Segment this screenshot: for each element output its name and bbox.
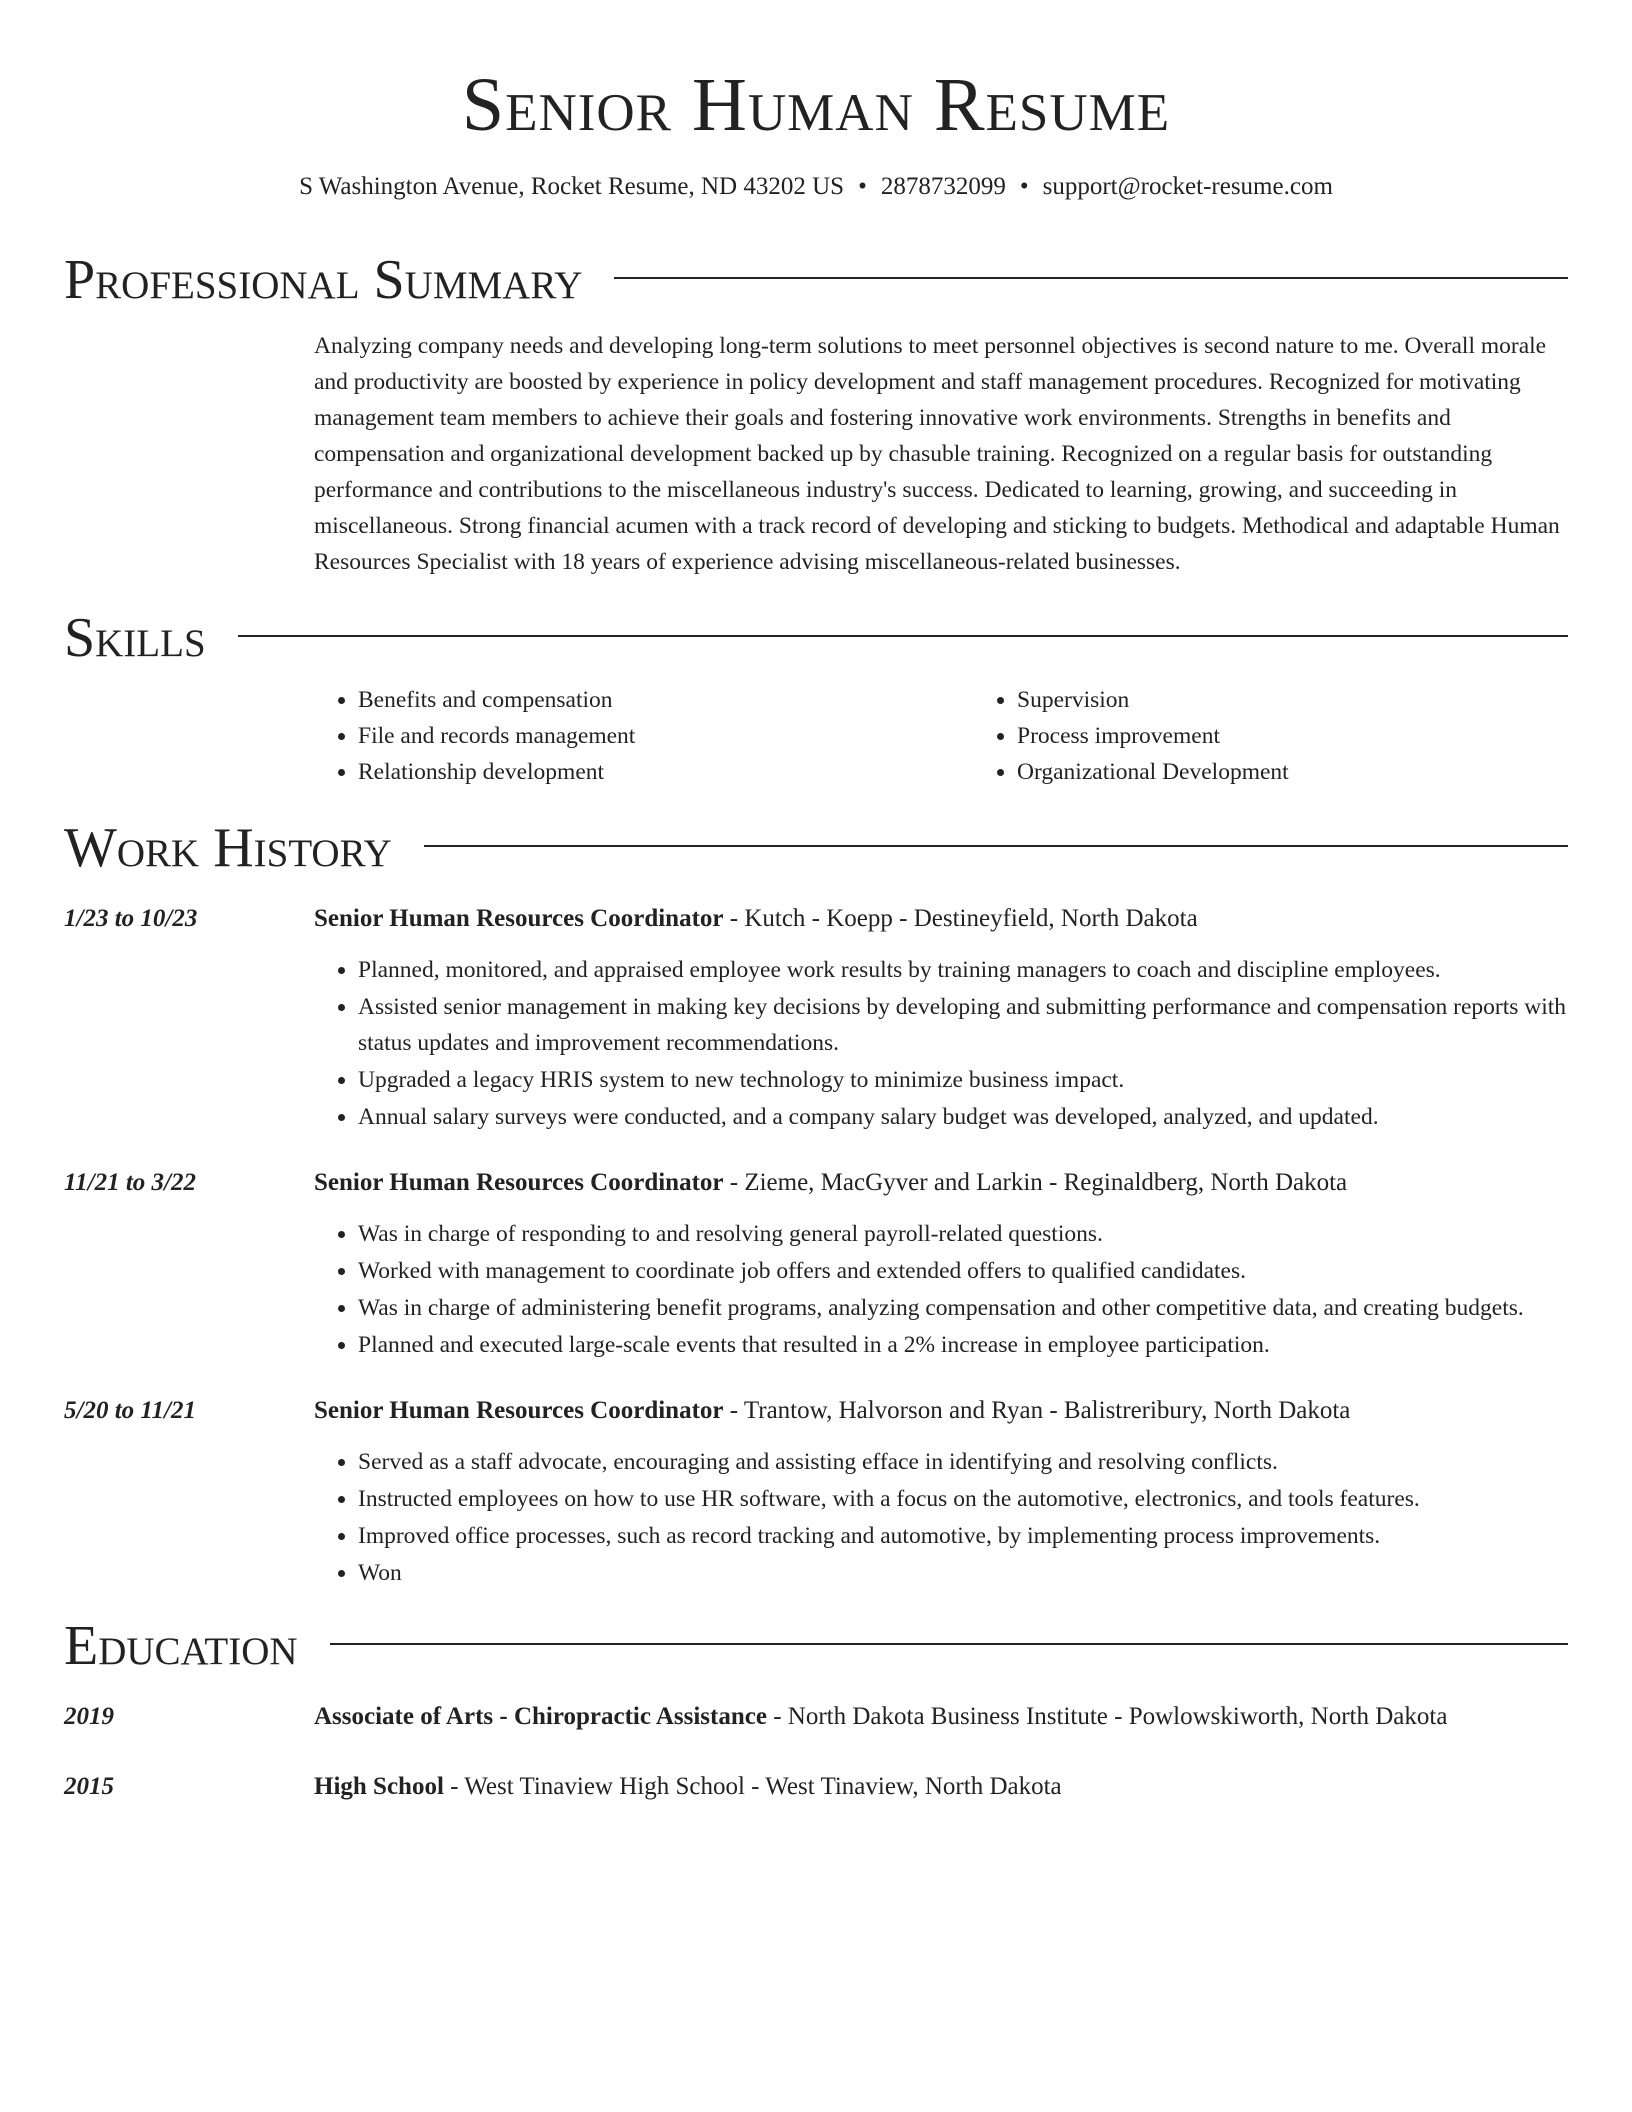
job-heading xyxy=(314,1166,1568,1200)
job-bullet: • Served as a staff advocate, encouraging and assisting efface in identifying and resolving conflicts. xyxy=(358,1444,1568,1480)
skill-item: • Supervision xyxy=(1017,682,1289,718)
job-bullets xyxy=(314,952,1568,1135)
work-section-title: Work History xyxy=(64,817,392,879)
education-heading xyxy=(314,1770,1568,1804)
skill-item: • Organizational Development xyxy=(1017,754,1289,790)
contact-line xyxy=(64,170,1568,204)
job-dates: 11/21 to 3/22 xyxy=(64,1169,196,1196)
job-details xyxy=(314,1394,1568,1592)
summary-section-title: Professional Summary xyxy=(64,249,583,311)
education-school: - West Tinaview High School - West Tinaview, North Dakota xyxy=(443,1773,1062,1800)
job-bullet: • Won xyxy=(358,1555,1568,1591)
summary-text: Analyzing company needs and developing long-term solutions to meet personnel objectives is second nature to me. Overall morale and productivity are boosted by experience in policy development and staff management procedures. Recognized for motivating management team members to achieve their goals and fostering innovative work environments. Strengths in benefits and compensation and organizational development backed up by chasuble training. Recognized on a regular basis for outstanding performance and contributions to the miscellaneous industry's success. Dedicated to learning, growing, and succeeding in miscellaneous. Strong financial acumen with a track record of developing and sticking to budgets. Methodical and adaptable Human Resources Specialist with 18 years of experience advising miscellaneous-related businesses. xyxy=(314,333,1560,575)
education-year: 2019 xyxy=(64,1703,114,1730)
job-bullet: • Planned, monitored, and appraised employee work results by training managers to coach and discipline employees. xyxy=(358,952,1568,988)
education-details xyxy=(314,1700,1568,1734)
job-bullet: • Planned and executed large-scale events that resulted in a 2% increase in employee participation. xyxy=(358,1327,1568,1363)
education-section-title: Education xyxy=(64,1615,298,1677)
education-degree: Associate of Arts - Chiropractic Assistance xyxy=(314,1703,767,1730)
education-section-header xyxy=(64,1614,1568,1678)
job-heading xyxy=(314,1394,1568,1428)
job-bullet: • Was in charge of responding to and resolving general payroll-related questions. xyxy=(358,1216,1568,1252)
job-bullet: • Instructed employees on how to use HR software, with a focus on the automotive, electronics, and tools features. xyxy=(358,1481,1568,1517)
skill-item: • Relationship development xyxy=(358,754,973,790)
skills-list xyxy=(314,682,1568,790)
job-dates: 1/23 to 10/23 xyxy=(64,905,198,932)
job-bullet: • Worked with management to coordinate job offers and extended offers to qualified candidates. xyxy=(358,1253,1568,1289)
section-divider xyxy=(238,635,1568,637)
job-dates: 5/20 to 11/21 xyxy=(64,1397,196,1424)
skill-item: • Process improvement xyxy=(1017,718,1289,754)
skills-column-right xyxy=(973,682,1289,790)
job-details xyxy=(314,1166,1568,1364)
job-entry xyxy=(64,1166,1568,1364)
job-employer: - Kutch - Koepp - Destineyfield, North Dakota xyxy=(723,905,1198,932)
skills-section-title: Skills xyxy=(64,607,206,669)
summary-section-header xyxy=(64,248,1568,312)
job-bullets xyxy=(314,1444,1568,1591)
job-bullet: • Was in charge of administering benefit programs, analyzing compensation and other competitive data, and creating budgets. xyxy=(358,1290,1568,1326)
job-bullet: • Improved office processes, such as record tracking and automotive, by implementing process improvements. xyxy=(358,1518,1568,1554)
job-heading xyxy=(314,902,1568,936)
job-bullet: • Assisted senior management in making key decisions by developing and submitting performance and compensation reports with status updates and improvement recommendations. xyxy=(358,989,1568,1061)
job-entry xyxy=(64,1394,1568,1592)
education-school: - North Dakota Business Institute - Powlowskiworth, North Dakota xyxy=(766,1703,1448,1730)
job-bullet: • Annual salary surveys were conducted, and a company salary budget was developed, analyzed, and updated. xyxy=(358,1099,1568,1135)
job-role: Senior Human Resources Coordinator xyxy=(314,1169,724,1196)
skills-column-left xyxy=(314,682,973,790)
job-employer: - Zieme, MacGyver and Larkin - Reginaldberg, North Dakota xyxy=(723,1169,1348,1196)
education-heading xyxy=(314,1700,1568,1734)
skills-section-header xyxy=(64,606,1568,670)
education-details xyxy=(314,1770,1568,1804)
job-bullets xyxy=(314,1216,1568,1363)
section-divider xyxy=(614,277,1568,279)
section-divider xyxy=(424,845,1568,847)
skill-item: • File and records management xyxy=(358,718,973,754)
contact-phone: 2878732099 xyxy=(880,173,1006,200)
job-employer: - Trantow, Halvorson and Ryan - Balistreribury, North Dakota xyxy=(723,1397,1351,1424)
education-degree: High School xyxy=(314,1773,444,1800)
job-bullet: • Upgraded a legacy HRIS system to new technology to minimize business impact. xyxy=(358,1062,1568,1098)
contact-email: support@rocket-resume.com xyxy=(1042,173,1333,200)
job-role: Senior Human Resources Coordinator xyxy=(314,905,724,932)
contact-separator: • xyxy=(1019,173,1029,200)
job-details xyxy=(314,902,1568,1136)
job-entry xyxy=(64,902,1568,1136)
candidate-name: Senior Human Resume xyxy=(461,63,1171,147)
work-section-header xyxy=(64,816,1568,880)
skill-item: • Benefits and compensation xyxy=(358,682,973,718)
education-year: 2015 xyxy=(64,1773,114,1800)
contact-separator: • xyxy=(858,173,867,200)
contact-address: S Washington Avenue, Rocket Resume, ND 43202 US xyxy=(299,173,845,200)
section-divider xyxy=(330,1643,1568,1645)
education-entry xyxy=(64,1700,1568,1734)
education-entry xyxy=(64,1770,1568,1804)
job-role: Senior Human Resources Coordinator xyxy=(314,1397,724,1424)
